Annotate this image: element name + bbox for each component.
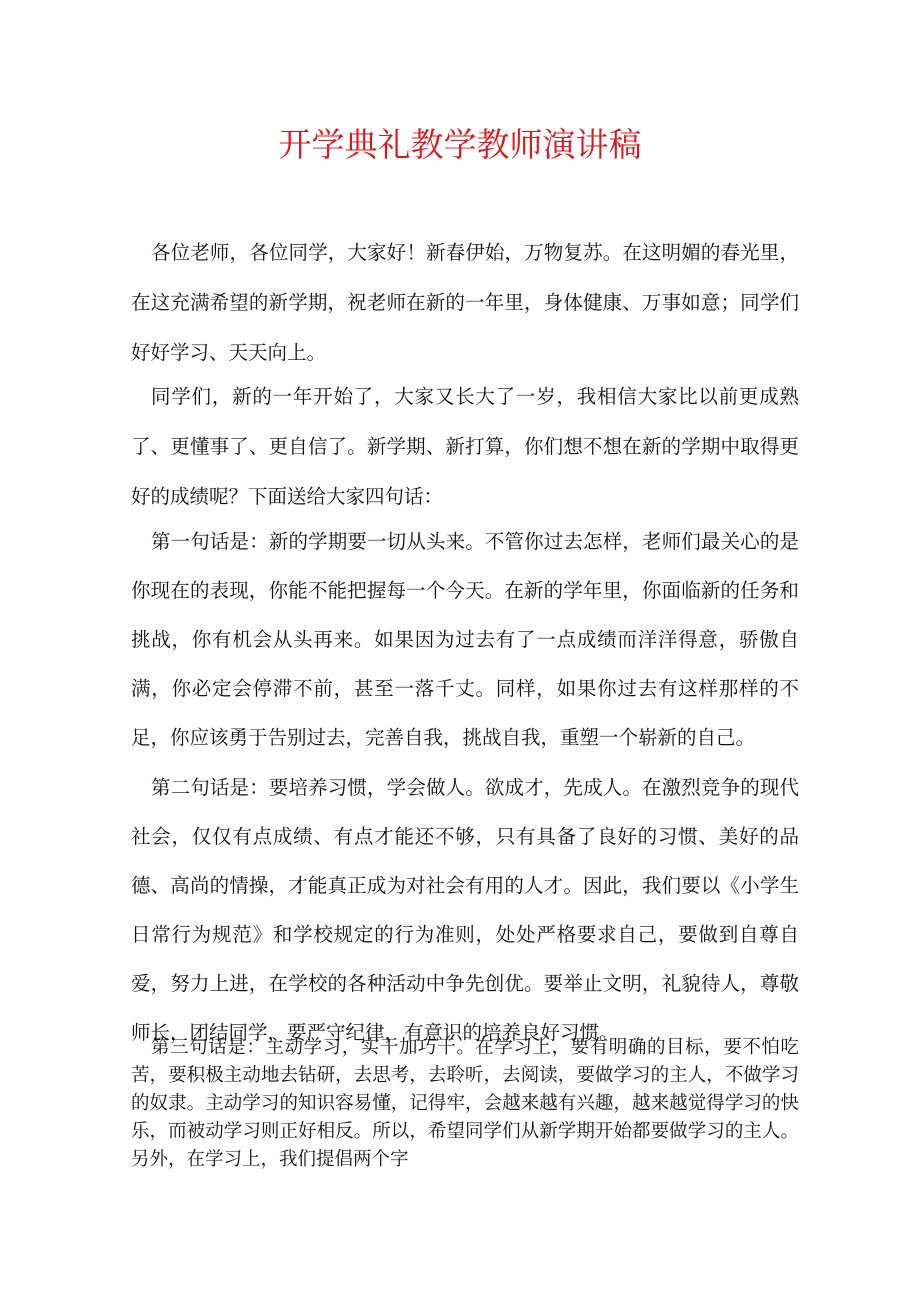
paragraph-introduction: 同学们，新的一年开始了，大家又长大了一岁，我相信大家比以前更成熟了、更懂事了、更自信了。新学期、新打算，你们想不想在新的学期中取得更好的成绩呢？下面送给大家四句话： [131, 385, 799, 508]
paragraph-first-point: 第一句话是：新的学期要一切从头来。不管你过去怎样，老师们最关心的是你现在的表现，你能不能把握每一个今天。在新的学年里，你面临新的任务和挑战，你有机会从头再来。如果因为过去有了一点成绩而洋洋得意，骄傲自满，你必定会停滞不前，甚至一落千丈。同样，如果你过去有这样那样的不足，你应该勇于告别过去，完善自我，挑战自我，重塑一个崭新的自己。 [131, 530, 799, 749]
paragraph-third-point: 第三句话是：主动学习，实干加巧干。在学习上，要有明确的目标，要不怕吃苦，要积极主动地去钻研，去思考，去聆听，去阅读，要做学习的主人，不做学习的奴隶。主动学习的知识容易懂，记得牢，会越来越有兴趣，越来越觉得学习的快乐，而被动学习则正好相反。所以，希望同学们从新学期开始都要做学习的主人。另外，在学习上，我们提倡两个字 [131, 1037, 799, 1170]
paragraph-second-point: 第二句话是：要培养习惯，学会做人。欲成才，先成人。在激烈竞争的现代社会，仅仅有点成绩、有点才能还不够，只有具备了良好的习惯、美好的品德、高尚的情操，才能真正成为对社会有用的人才。因此，我们要以《小学生日常行为规范》和学校规定的行为准则，处处严格要求自己，要做到自尊自爱，努力上进，在学校的各种活动中争先创优。要举止文明，礼貌待人，尊敬师长，团结同学，要严守纪律，有意识的培养良好习惯。 [131, 776, 799, 1044]
document-title: 开学典礼教学教师演讲稿 [278, 125, 642, 164]
paragraph-greeting: 各位老师，各位同学，大家好！新春伊始，万物复苏。在这明媚的春光里，在这充满希望的新学期，祝老师在新的一年里，身体健康、万事如意；同学们好好学习、天天向上。 [131, 241, 799, 364]
